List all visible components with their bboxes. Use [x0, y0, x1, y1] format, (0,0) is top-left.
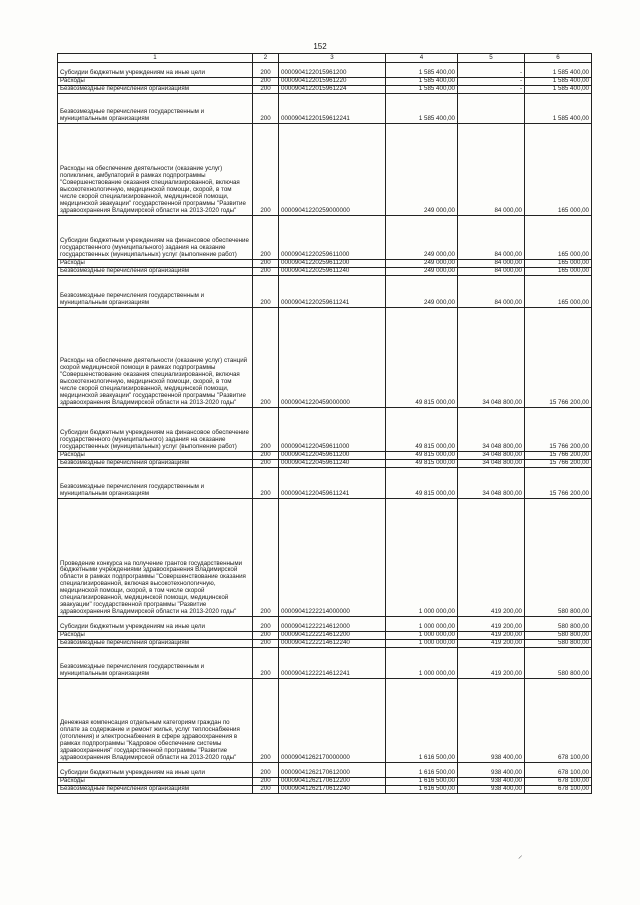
- row-code-cell: 200: [253, 786, 279, 794]
- row-value-col5-cell: -: [458, 78, 525, 86]
- row-value-col6-cell: 15 766 200,00: [525, 460, 592, 468]
- row-value-col5-cell: 419 200,00: [458, 640, 525, 648]
- row-value-col6-cell: 580 800,00: [525, 617, 592, 632]
- row-csr-cell: 00009041222214612241: [279, 648, 386, 679]
- row-code-cell: 200: [253, 640, 279, 648]
- row-value-col4-cell: 249 000,00: [386, 276, 458, 308]
- row-csr-cell: 00009041220259611200: [279, 260, 386, 268]
- row-value-col4-cell: 1 616 500,00: [386, 786, 458, 794]
- row-value-col4-cell: 249 000,00: [386, 260, 458, 268]
- table-row: [58, 63, 592, 78]
- row-value-col4-cell: 49 815 000,00: [386, 408, 458, 452]
- row-csr-cell: 00009041220259611241: [279, 276, 386, 308]
- table-row: [58, 78, 592, 86]
- table-row: [58, 260, 592, 268]
- row-name-cell: Расходы на обеспечение деятельности (оказание услуг) поликлиник, амбулаторий в рамках подпрограммы "Совершенствование оказания специализированной, включая высокотехнологичную, медицинской помощи, скорой, в том числе скорой специализированной, медицинской помощи, медицинской эвакуации" государственной программы "Развитие здравоохранения Владимирской области на 2013-2020 годы": [58, 124, 253, 216]
- row-code-cell: 200: [253, 632, 279, 640]
- row-value-col5-cell: 34 048 800,00: [458, 308, 525, 408]
- table-row: [58, 276, 592, 308]
- row-name-cell: Расходы: [58, 260, 253, 268]
- row-name-cell: Безвозмездные перечисления организациям: [58, 268, 253, 276]
- row-value-col5-cell: 938 400,00: [458, 679, 525, 763]
- row-csr-cell: 00009041262170612200: [279, 778, 386, 786]
- row-name-cell: Субсидии бюджетным учреждениям на иные цели: [58, 63, 253, 78]
- header-col-1: 1: [58, 54, 253, 63]
- table-row: [58, 679, 592, 763]
- row-value-col5-cell: 34 048 800,00: [458, 452, 525, 460]
- row-name-cell: Расходы на обеспечение деятельности (оказание услуг) станций скорой медицинской помощи в рамках подпрограммы "Совершенствование оказания специализированной, включая высокотехнологичную, медицинской помощи, скорой, в том числе скорой специализированной, медицинской помощи, медицинской эвакуации" государственной программы "Развитие здравоохранения Владимирской области на 2013-2020 годы": [58, 308, 253, 408]
- table-row: [58, 452, 592, 460]
- row-value-col5-cell: 419 200,00: [458, 648, 525, 679]
- row-value-col6-cell: 580 800,00: [525, 648, 592, 679]
- table-row: [58, 460, 592, 468]
- row-value-col6-cell: 1 585 400,00: [525, 86, 592, 94]
- row-csr-cell: 00009041222214612000: [279, 617, 386, 632]
- row-value-col5-cell: 34 048 800,00: [458, 468, 525, 499]
- row-value-col4-cell: 49 815 000,00: [386, 308, 458, 408]
- row-value-col4-cell: 249 000,00: [386, 216, 458, 260]
- row-value-col5-cell: 419 200,00: [458, 499, 525, 617]
- row-code-cell: 200: [253, 778, 279, 786]
- row-value-col4-cell: 1 616 500,00: [386, 763, 458, 778]
- row-value-col6-cell: 1 585 400,00: [525, 78, 592, 86]
- row-name-cell: Расходы: [58, 632, 253, 640]
- row-code-cell: 200: [253, 499, 279, 617]
- row-csr-cell: 00009041220159612241: [279, 94, 386, 124]
- row-name-cell: Расходы: [58, 78, 253, 86]
- row-value-col4-cell: 1 000 000,00: [386, 632, 458, 640]
- row-csr-cell: 00009041220459611200: [279, 452, 386, 460]
- row-csr-cell: 00009041220459611241: [279, 468, 386, 499]
- row-csr-cell: 00009041220459611240: [279, 460, 386, 468]
- row-value-col5-cell: 938 400,00: [458, 778, 525, 786]
- row-value-col5-cell: 938 400,00: [458, 763, 525, 778]
- row-name-cell: Безвозмездные перечисления государственным и муниципальным организациям: [58, 648, 253, 679]
- row-csr-cell: 00009041220459611000: [279, 408, 386, 452]
- table-row: [58, 86, 592, 94]
- row-value-col6-cell: 580 800,00: [525, 632, 592, 640]
- row-name-cell: Безвозмездные перечисления государственным и муниципальным организациям: [58, 276, 253, 308]
- row-name-cell: Денежная компенсация отдельным категориям граждан по оплате за содержание и ремонт жилья, услуг теплоснабжения (отопления) и электроснабжения в сфере здравоохранения в рамках подпрограммы "Кадровое обеспечение системы здравоохранения" государственной программы "Развитие здравоохранения Владимирской области на 2013-2020 годы": [58, 679, 253, 763]
- table-row: [58, 617, 592, 632]
- row-name-cell: Субсидии бюджетным учреждениям на финансовое обеспечение государственного (муниципального) задания на оказание государственных (муниципальных) услуг (выполнение работ): [58, 216, 253, 260]
- row-value-col4-cell: 1 000 000,00: [386, 617, 458, 632]
- row-value-col5-cell: 84 000,00: [458, 124, 525, 216]
- row-name-cell: Безвозмездные перечисления организациям: [58, 786, 253, 794]
- row-value-col5-cell: 419 200,00: [458, 617, 525, 632]
- row-value-col6-cell: 1 585 400,00: [525, 63, 592, 78]
- header-col-2: 2: [253, 54, 279, 63]
- header-col-4: 4: [386, 54, 458, 63]
- table-row: [58, 124, 592, 216]
- row-csr-cell: 0000904122015961200: [279, 63, 386, 78]
- row-value-col6-cell: 678 100,00: [525, 679, 592, 763]
- table-row: [58, 308, 592, 408]
- table-row: [58, 763, 592, 778]
- row-code-cell: 200: [253, 276, 279, 308]
- row-name-cell: Безвозмездные перечисления организациям: [58, 460, 253, 468]
- row-name-cell: Проведение конкурса на получение грантов государственными бюджетными учреждениями здравоохранения Владимирской области в рамках подпрограммы "Совершенствование оказания специализированной, включая высокотехнологичную, медицинской помощи, скорой, в том числе скорой специализированной, медицинской помощи, медицинской эвакуации" государственной программы "Развитие здравоохранения Владимирской области на 2013-2020 годы": [58, 499, 253, 617]
- row-code-cell: 200: [253, 78, 279, 86]
- row-value-col5-cell: -: [458, 63, 525, 78]
- row-value-col6-cell: 15 766 200,00: [525, 452, 592, 460]
- row-value-col4-cell: 1 000 000,00: [386, 648, 458, 679]
- row-code-cell: 200: [253, 86, 279, 94]
- row-name-cell: Субсидии бюджетным учреждениям на финансовое обеспечение государственного (муниципального) задания на оказание государственных (муниципальных) услуг (выполнение работ): [58, 408, 253, 452]
- row-value-col5-cell: 419 200,00: [458, 632, 525, 640]
- table-row: [58, 216, 592, 260]
- row-code-cell: 200: [253, 408, 279, 452]
- row-code-cell: 200: [253, 216, 279, 260]
- row-value-col4-cell: 49 815 000,00: [386, 452, 458, 460]
- row-code-cell: 200: [253, 679, 279, 763]
- row-value-col6-cell: 165 000,00: [525, 268, 592, 276]
- row-value-col5-cell: [458, 94, 525, 124]
- row-code-cell: 200: [253, 648, 279, 679]
- row-csr-cell: 00009041222214000000: [279, 499, 386, 617]
- header-col-5: 5: [458, 54, 525, 63]
- row-value-col4-cell: 1 585 400,00: [386, 78, 458, 86]
- row-value-col6-cell: 678 100,00: [525, 763, 592, 778]
- row-name-cell: Безвозмездные перечисления государственным и муниципальным организациям: [58, 468, 253, 499]
- row-csr-cell: 00009041220259611240: [279, 268, 386, 276]
- row-value-col5-cell: 938 400,00: [458, 786, 525, 794]
- row-value-col4-cell: 249 000,00: [386, 124, 458, 216]
- row-csr-cell: 00009041262170612240: [279, 786, 386, 794]
- row-value-col6-cell: 165 000,00: [525, 216, 592, 260]
- row-name-cell: Расходы: [58, 452, 253, 460]
- row-value-col4-cell: 1 616 500,00: [386, 778, 458, 786]
- row-value-col5-cell: 84 000,00: [458, 216, 525, 260]
- row-csr-cell: 00009041222214612240: [279, 640, 386, 648]
- row-code-cell: 200: [253, 124, 279, 216]
- row-value-col6-cell: 165 000,00: [525, 276, 592, 308]
- row-value-col6-cell: 580 800,00: [525, 640, 592, 648]
- row-code-cell: 200: [253, 452, 279, 460]
- row-value-col6-cell: 678 100,00: [525, 778, 592, 786]
- row-value-col6-cell: 165 000,00: [525, 124, 592, 216]
- table-body: [58, 63, 592, 794]
- table-row: [58, 640, 592, 648]
- row-value-col5-cell: -: [458, 86, 525, 94]
- table-row: [58, 408, 592, 452]
- row-code-cell: 200: [253, 94, 279, 124]
- row-name-cell: Безвозмездные перечисления организациям: [58, 640, 253, 648]
- row-name-cell: Субсидии бюджетным учреждениям на иные цели: [58, 763, 253, 778]
- table-row: [58, 468, 592, 499]
- row-csr-cell: 00009041220259000000: [279, 124, 386, 216]
- row-value-col5-cell: 84 000,00: [458, 268, 525, 276]
- table-row: [58, 786, 592, 794]
- row-csr-cell: 0000904122015961220: [279, 78, 386, 86]
- row-value-col6-cell: 580 800,00: [525, 499, 592, 617]
- header-row: [58, 54, 592, 63]
- header-col-6: 6: [525, 54, 592, 63]
- row-code-cell: 200: [253, 468, 279, 499]
- table-row: [58, 94, 592, 124]
- row-csr-cell: 00009041222214612200: [279, 632, 386, 640]
- row-value-col6-cell: 1 585 400,00: [525, 94, 592, 124]
- row-value-col5-cell: 34 048 800,00: [458, 408, 525, 452]
- row-name-cell: Расходы: [58, 778, 253, 786]
- row-value-col6-cell: 15 766 200,00: [525, 408, 592, 452]
- row-code-cell: 200: [253, 63, 279, 78]
- row-code-cell: 200: [253, 460, 279, 468]
- row-value-col6-cell: 15 766 200,00: [525, 308, 592, 408]
- row-code-cell: 200: [253, 268, 279, 276]
- row-value-col5-cell: 84 000,00: [458, 260, 525, 268]
- page-number: 152: [313, 42, 327, 51]
- row-value-col4-cell: 1 585 400,00: [386, 94, 458, 124]
- row-value-col4-cell: 1 616 500,00: [386, 679, 458, 763]
- row-name-cell: Безвозмездные перечисления организациям: [58, 86, 253, 94]
- row-code-cell: 200: [253, 617, 279, 632]
- row-value-col5-cell: 34 048 800,00: [458, 460, 525, 468]
- row-value-col4-cell: 49 815 000,00: [386, 468, 458, 499]
- row-csr-cell: 00009041262170000000: [279, 679, 386, 763]
- row-value-col6-cell: 165 000,00: [525, 260, 592, 268]
- row-value-col4-cell: 249 000,00: [386, 268, 458, 276]
- row-code-cell: 200: [253, 260, 279, 268]
- table-row: [58, 648, 592, 679]
- scan-mark: ⸝: [518, 850, 523, 860]
- row-name-cell: Субсидии бюджетным учреждениям на иные цели: [58, 617, 253, 632]
- table-row: [58, 778, 592, 786]
- row-code-cell: 200: [253, 763, 279, 778]
- header-col-3: 3: [279, 54, 386, 63]
- table-row: [58, 499, 592, 617]
- row-value-col4-cell: 49 815 000,00: [386, 460, 458, 468]
- row-code-cell: 200: [253, 308, 279, 408]
- row-csr-cell: 00009041262170612000: [279, 763, 386, 778]
- budget-table: [57, 53, 592, 794]
- row-value-col4-cell: 1 585 400,00: [386, 86, 458, 94]
- row-csr-cell: 0000904122015961224: [279, 86, 386, 94]
- row-name-cell: Безвозмездные перечисления государственным и муниципальным организациям: [58, 94, 253, 124]
- row-value-col6-cell: 678 100,00: [525, 786, 592, 794]
- row-value-col5-cell: 84 000,00: [458, 276, 525, 308]
- row-value-col4-cell: 1 585 400,00: [386, 63, 458, 78]
- row-value-col6-cell: 15 766 200,00: [525, 468, 592, 499]
- row-csr-cell: 00009041220259611000: [279, 216, 386, 260]
- table-row: [58, 268, 592, 276]
- row-value-col4-cell: 1 000 000,00: [386, 499, 458, 617]
- table-row: [58, 632, 592, 640]
- row-csr-cell: 00009041220459000000: [279, 308, 386, 408]
- row-value-col4-cell: 1 000 000,00: [386, 640, 458, 648]
